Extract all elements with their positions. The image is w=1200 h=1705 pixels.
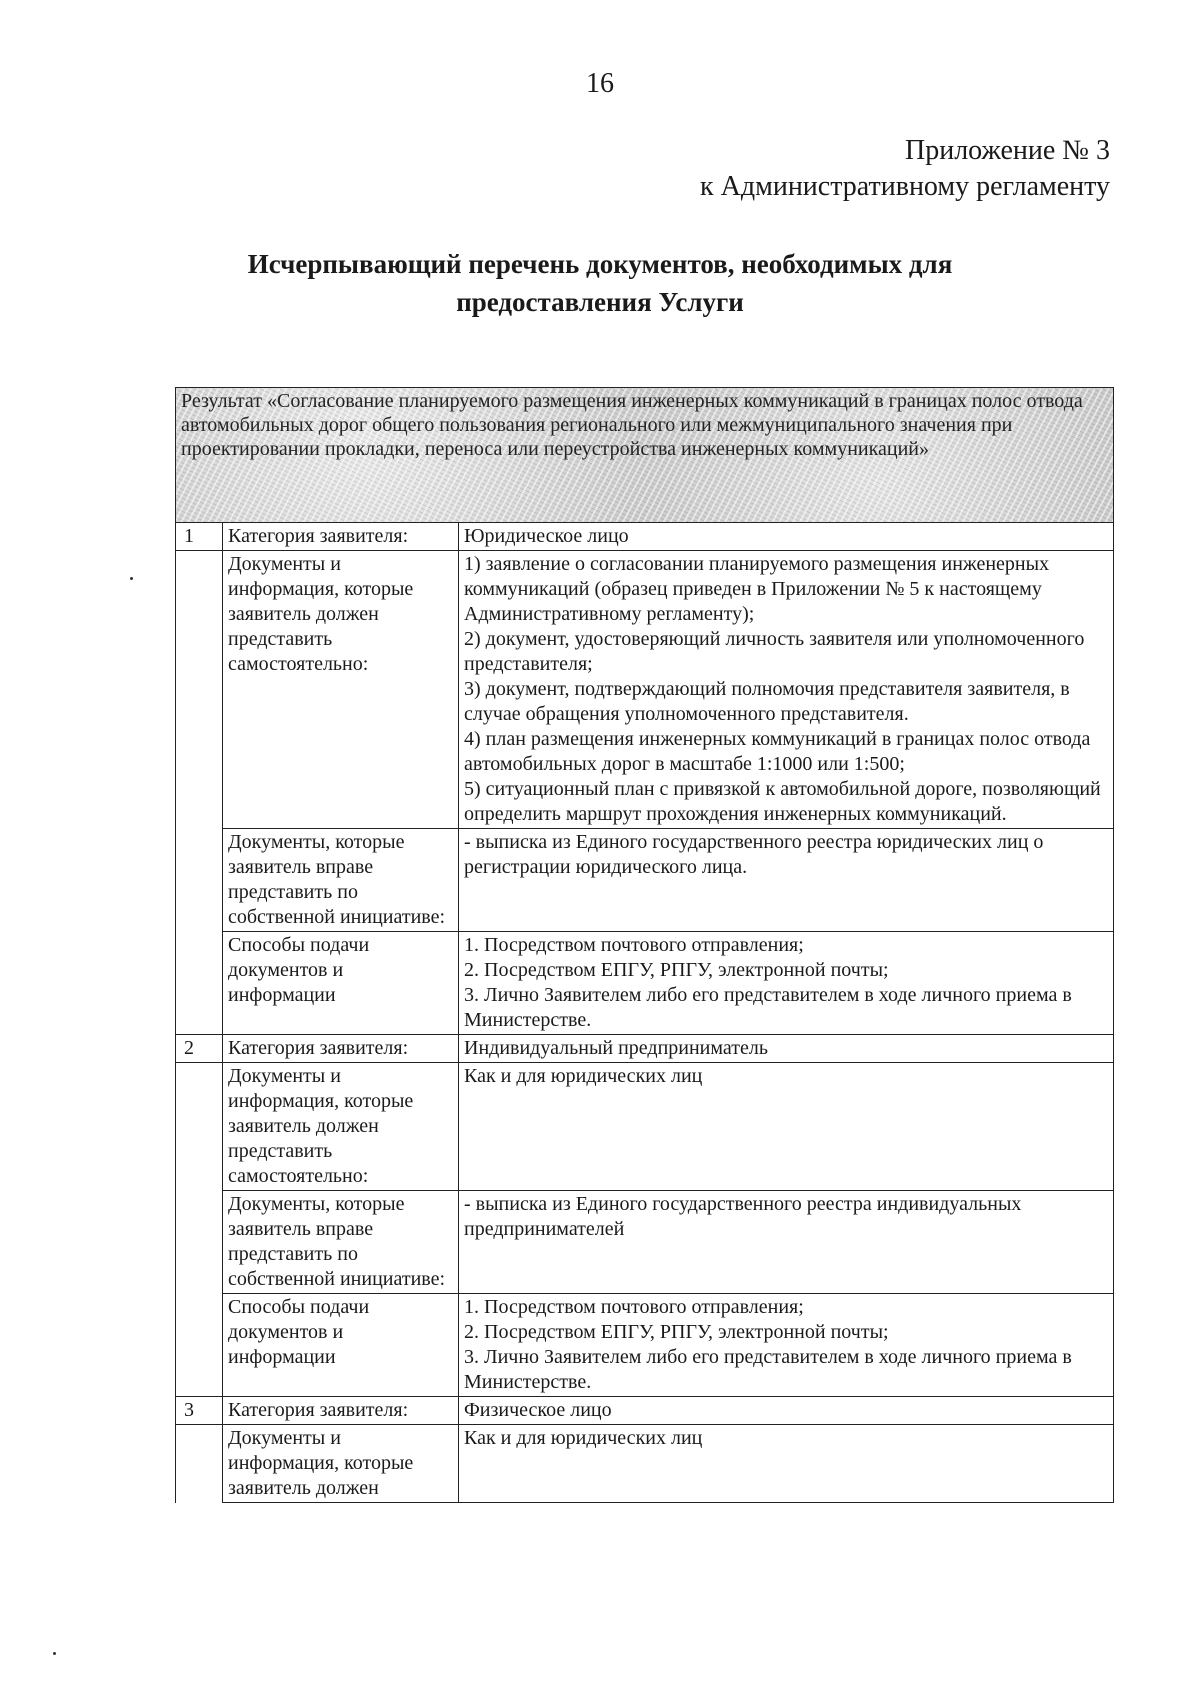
documents-table bbox=[175, 387, 1114, 1503]
row-label: Категория заявителя: bbox=[223, 1035, 459, 1063]
row-value-item: Как и для юридических лиц bbox=[464, 1065, 703, 1087]
row-label: Способы подачи документов и информации bbox=[223, 1294, 459, 1397]
section-number-cell bbox=[176, 932, 223, 1035]
table-row bbox=[176, 1063, 1114, 1191]
table-row bbox=[176, 1035, 1114, 1063]
row-value-item: Физическое лицо bbox=[464, 1399, 612, 1421]
row-value bbox=[459, 829, 1114, 932]
row-value-item: 3. Лично Заявителем либо его представителем в ходе личного приема в Министерстве. bbox=[464, 1346, 1072, 1393]
row-label: Документы, которые заявитель вправе представить по собственной инициативе: bbox=[223, 1191, 459, 1294]
section-number-cell: 1 bbox=[176, 523, 223, 551]
document-title-line-2: предоставления Услуги bbox=[456, 287, 744, 317]
row-label: Документы, которые заявитель вправе представить по собственной инициативе: bbox=[223, 829, 459, 932]
table-row bbox=[176, 551, 1114, 829]
row-value bbox=[459, 1035, 1114, 1063]
section-number-cell bbox=[176, 1425, 223, 1503]
section-number-cell: 2 bbox=[176, 1035, 223, 1063]
row-value-item: 3. Лично Заявителем либо его представителем в ходе личного приема в Министерстве. bbox=[464, 984, 1072, 1031]
row-value-item: 5) ситуационный план с привязкой к автомобильной дороге, позволяющий определить маршрут прохождения инженерных коммуникаций. bbox=[464, 778, 1101, 825]
table-row bbox=[176, 523, 1114, 551]
row-value-item: Юридическое лицо bbox=[464, 525, 629, 547]
table-row bbox=[176, 1425, 1114, 1503]
row-value-item: - выписка из Единого государственного реестра индивидуальных предпринимателей bbox=[464, 1193, 1022, 1240]
row-label: Документы и информация, которые заявитель должен представить самостоятельно: bbox=[223, 1063, 459, 1191]
documents-table-body bbox=[176, 388, 1114, 1503]
row-value-item: Как и для юридических лиц bbox=[464, 1427, 703, 1449]
row-value-item: 3) документ, подтверждающий полномочия представителя заявителя, в случае обращения уполномоченного представителя. bbox=[464, 678, 1070, 725]
result-row bbox=[176, 388, 1114, 523]
row-value-item: 2. Посредством ЕПГУ, РПГУ, электронной почты; bbox=[464, 959, 889, 981]
scan-speck bbox=[130, 577, 133, 580]
document-title-line-1: Исчерпывающий перечень документов, необходимых для bbox=[247, 249, 953, 279]
page-number: 16 bbox=[586, 68, 614, 99]
appendix-header bbox=[700, 133, 1110, 205]
row-value-item: Индивидуальный предприниматель bbox=[464, 1037, 768, 1059]
row-label: Категория заявителя: bbox=[223, 523, 459, 551]
result-cell: Результат «Согласование планируемого размещения инженерных коммуникаций в границах полос отвода автомобильных дорог общего пользования регионального или межмуниципального значения при проектировании прокладки, переноса или переустройства инженерных коммуникаций» bbox=[176, 388, 1114, 523]
row-value bbox=[459, 551, 1114, 829]
table-row bbox=[176, 1294, 1114, 1397]
row-value-item: 2) документ, удостоверяющий личность заявителя или уполномоченного представителя; bbox=[464, 628, 1085, 675]
section-number-cell bbox=[176, 1191, 223, 1294]
row-label: Документы и информация, которые заявитель должен представить самостоятельно: bbox=[223, 551, 459, 829]
section-number-cell bbox=[176, 829, 223, 932]
table-row bbox=[176, 1397, 1114, 1425]
row-value bbox=[459, 932, 1114, 1035]
row-value-item: 1) заявление о согласовании планируемого размещения инженерных коммуникаций (образец приведен в Приложении № 5 к настоящему Административному регламенту); bbox=[464, 553, 1050, 625]
row-value-item: 1. Посредством почтового отправления; bbox=[464, 934, 804, 956]
row-value-item: 1. Посредством почтового отправления; bbox=[464, 1296, 804, 1318]
scan-speck bbox=[53, 1652, 56, 1655]
table-row bbox=[176, 932, 1114, 1035]
row-label: Категория заявителя: bbox=[223, 1397, 459, 1425]
document-title bbox=[0, 245, 1200, 321]
row-value-item: 2. Посредством ЕПГУ, РПГУ, электронной почты; bbox=[464, 1321, 889, 1343]
appendix-line-2: к Административному регламенту bbox=[700, 171, 1110, 202]
row-value bbox=[459, 1063, 1114, 1191]
row-value-item: 4) план размещения инженерных коммуникаций в границах полос отвода автомобильных дорог в масштабе 1:1000 или 1:500; bbox=[464, 728, 1091, 775]
appendix-line-1: Приложение № 3 bbox=[905, 135, 1110, 166]
row-value bbox=[459, 1397, 1114, 1425]
row-label: Документы и информация, которые заявитель должен bbox=[223, 1425, 459, 1503]
row-value bbox=[459, 523, 1114, 551]
table-row bbox=[176, 829, 1114, 932]
table-row bbox=[176, 1191, 1114, 1294]
row-value bbox=[459, 1191, 1114, 1294]
section-number-cell bbox=[176, 1294, 223, 1397]
row-value bbox=[459, 1425, 1114, 1503]
row-value bbox=[459, 1294, 1114, 1397]
row-label: Способы подачи документов и информации bbox=[223, 932, 459, 1035]
section-number-cell: 3 bbox=[176, 1397, 223, 1425]
section-number-cell bbox=[176, 551, 223, 829]
section-number-cell bbox=[176, 1063, 223, 1191]
row-value-item: - выписка из Единого государственного реестра юридических лиц о регистрации юридического лица. bbox=[464, 831, 1044, 878]
